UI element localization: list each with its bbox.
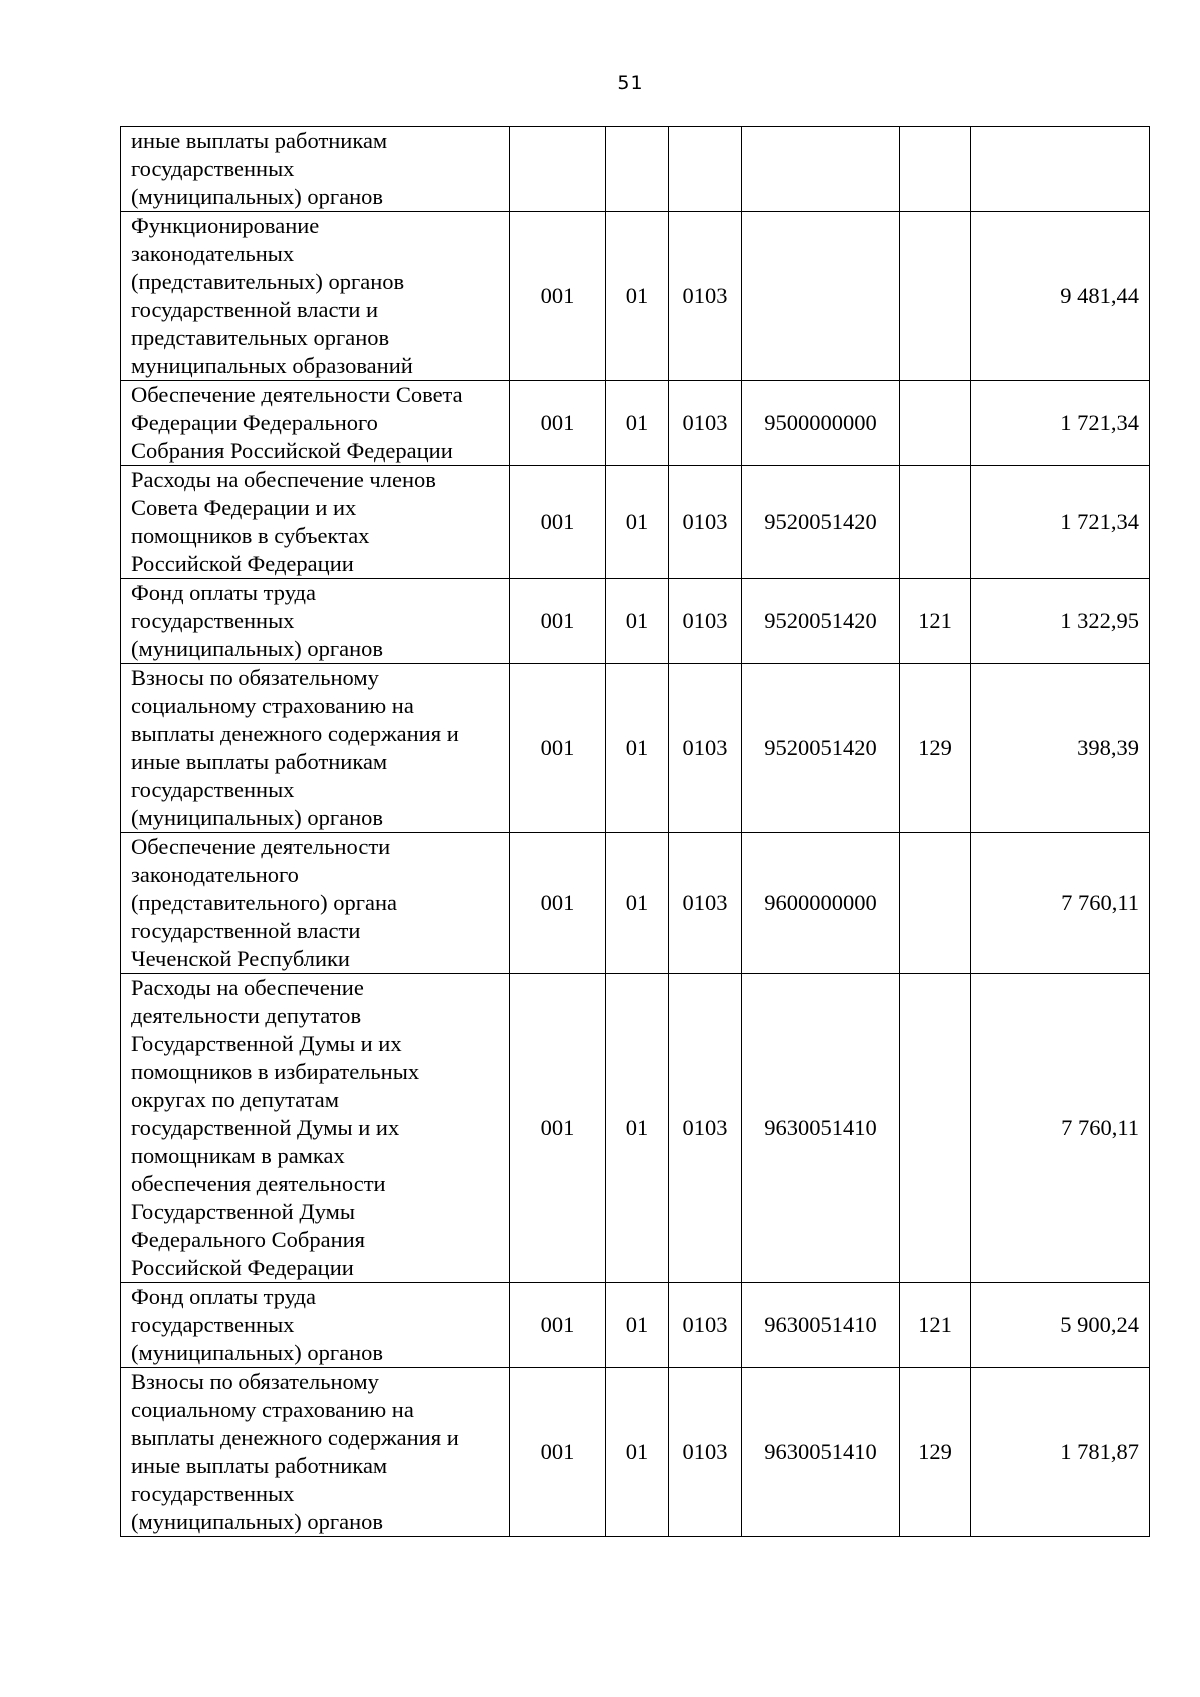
subsection-code: 0103 xyxy=(669,833,742,974)
expense-type-code: 121 xyxy=(900,1283,971,1368)
target-article-code: 9630051410 xyxy=(742,1283,900,1368)
table-row xyxy=(121,1368,1150,1537)
subsection-code xyxy=(669,127,742,212)
section-code: 01 xyxy=(606,212,669,381)
target-article-code: 9520051420 xyxy=(742,466,900,579)
subsection-code: 0103 xyxy=(669,466,742,579)
expense-name: Функционирование законодательных (представительных) органов государственной власти и представительных органов муниципальных образований xyxy=(121,212,510,381)
table-row xyxy=(121,1283,1150,1368)
ministry-code: 001 xyxy=(510,579,606,664)
amount: 1 322,95 xyxy=(971,579,1150,664)
expense-name: Расходы на обеспечение членов Совета Федерации и их помощников в субъектах Российской Федерации xyxy=(121,466,510,579)
expense-type-code xyxy=(900,833,971,974)
table-row xyxy=(121,381,1150,466)
subsection-code: 0103 xyxy=(669,1283,742,1368)
section-code: 01 xyxy=(606,579,669,664)
subsection-code: 0103 xyxy=(669,579,742,664)
ministry-code: 001 xyxy=(510,381,606,466)
ministry-code: 001 xyxy=(510,833,606,974)
expense-type-code xyxy=(900,381,971,466)
expense-type-code xyxy=(900,466,971,579)
expense-name: Взносы по обязательному социальному страхованию на выплаты денежного содержания и иные выплаты работникам государственных (муниципальных) органов xyxy=(121,664,510,833)
amount: 1 721,34 xyxy=(971,466,1150,579)
subsection-code: 0103 xyxy=(669,1368,742,1537)
expense-name: Фонд оплаты труда государственных (муниципальных) органов xyxy=(121,1283,510,1368)
amount: 5 900,24 xyxy=(971,1283,1150,1368)
amount: 9 481,44 xyxy=(971,212,1150,381)
amount: 398,39 xyxy=(971,664,1150,833)
amount: 1 781,87 xyxy=(971,1368,1150,1537)
target-article-code xyxy=(742,127,900,212)
amount xyxy=(971,127,1150,212)
expense-type-code xyxy=(900,127,971,212)
section-code: 01 xyxy=(606,974,669,1283)
target-article-code: 9520051420 xyxy=(742,664,900,833)
amount: 1 721,34 xyxy=(971,381,1150,466)
ministry-code: 001 xyxy=(510,664,606,833)
expense-name: Фонд оплаты труда государственных (муниципальных) органов xyxy=(121,579,510,664)
subsection-code: 0103 xyxy=(669,212,742,381)
ministry-code: 001 xyxy=(510,1368,606,1537)
subsection-code: 0103 xyxy=(669,664,742,833)
target-article-code: 9630051410 xyxy=(742,974,900,1283)
expense-name: Обеспечение деятельности законодательного (представительного) органа государственной власти Чеченской Республики xyxy=(121,833,510,974)
expense-name: Взносы по обязательному социальному страхованию на выплаты денежного содержания и иные выплаты работникам государственных (муниципальных) органов xyxy=(121,1368,510,1537)
section-code xyxy=(606,127,669,212)
table-row xyxy=(121,127,1150,212)
amount: 7 760,11 xyxy=(971,833,1150,974)
page-number: 51 xyxy=(617,72,644,94)
ministry-code: 001 xyxy=(510,212,606,381)
ministry-code: 001 xyxy=(510,1283,606,1368)
expense-type-code: 121 xyxy=(900,579,971,664)
amount: 7 760,11 xyxy=(971,974,1150,1283)
section-code: 01 xyxy=(606,1368,669,1537)
section-code: 01 xyxy=(606,466,669,579)
budget-table xyxy=(120,126,1150,1537)
expense-type-code xyxy=(900,212,971,381)
subsection-code: 0103 xyxy=(669,974,742,1283)
expense-type-code: 129 xyxy=(900,664,971,833)
section-code: 01 xyxy=(606,381,669,466)
section-code: 01 xyxy=(606,833,669,974)
target-article-code xyxy=(742,212,900,381)
expense-type-code xyxy=(900,974,971,1283)
target-article-code: 9630051410 xyxy=(742,1368,900,1537)
expense-name: Обеспечение деятельности Совета Федерации Федерального Собрания Российской Федерации xyxy=(121,381,510,466)
table-row xyxy=(121,664,1150,833)
ministry-code: 001 xyxy=(510,974,606,1283)
target-article-code: 9600000000 xyxy=(742,833,900,974)
section-code: 01 xyxy=(606,1283,669,1368)
section-code: 01 xyxy=(606,664,669,833)
target-article-code: 9520051420 xyxy=(742,579,900,664)
table-row xyxy=(121,466,1150,579)
expense-name: Расходы на обеспечение деятельности депутатов Государственной Думы и их помощников в избирательных округах по депутатам государственной Думы и их помощникам в рамках обеспечения деятельности Государственной Думы Федерального Собрания Российской Федерации xyxy=(121,974,510,1283)
table-row xyxy=(121,833,1150,974)
table-row xyxy=(121,212,1150,381)
expense-type-code: 129 xyxy=(900,1368,971,1537)
ministry-code xyxy=(510,127,606,212)
table-row xyxy=(121,974,1150,1283)
ministry-code: 001 xyxy=(510,466,606,579)
target-article-code: 9500000000 xyxy=(742,381,900,466)
table-row xyxy=(121,579,1150,664)
subsection-code: 0103 xyxy=(669,381,742,466)
expense-name: иные выплаты работникам государственных (муниципальных) органов xyxy=(121,127,510,212)
